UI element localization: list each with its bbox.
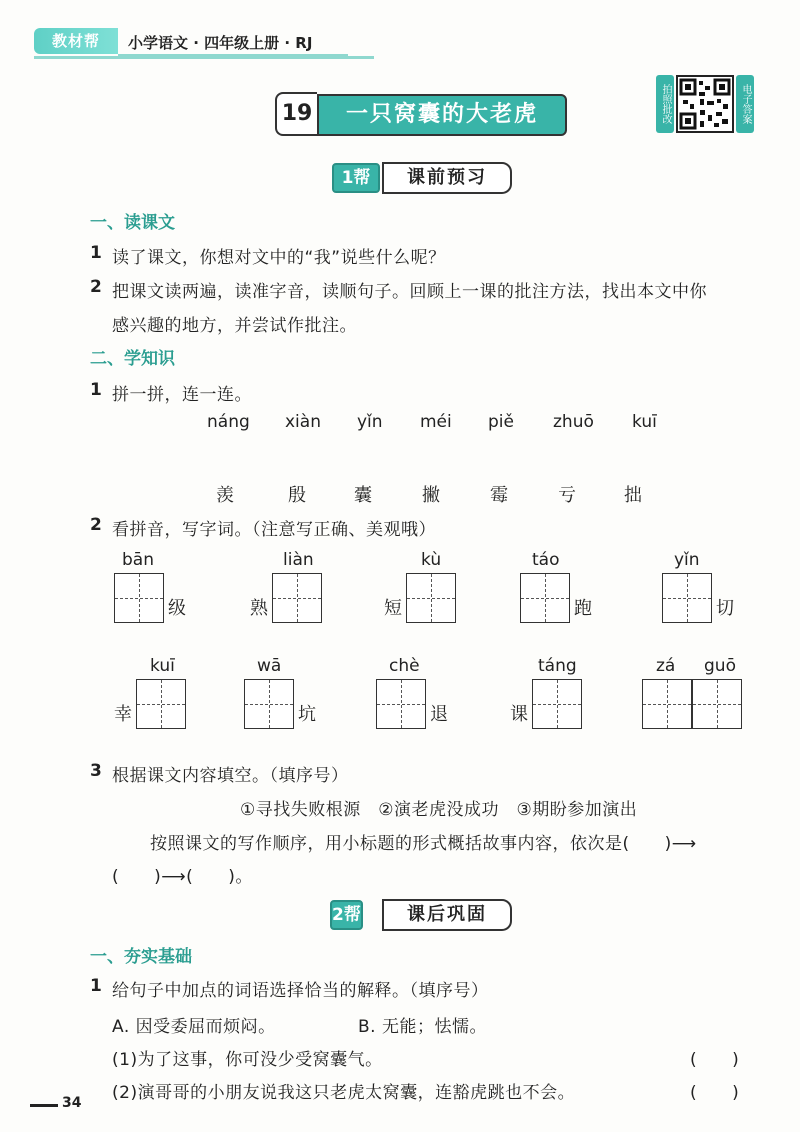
pinyin-item[interactable]: kuī — [632, 412, 657, 432]
pinyin-item[interactable]: méi — [420, 412, 452, 432]
section-learn-heading: 二、学知识 — [90, 349, 175, 369]
q-number: 1 — [90, 976, 102, 996]
grid-context-char: 级 — [168, 598, 186, 619]
writing-grid[interactable] — [376, 679, 426, 729]
pinyin-item[interactable]: xiàn — [285, 412, 321, 432]
q-number: 3 — [90, 761, 102, 781]
writing-grid[interactable] — [520, 573, 570, 623]
writing-grid[interactable] — [114, 573, 164, 623]
option-a: A. 因受委屈而烦闷。 — [112, 1017, 276, 1037]
qr-left-label: 拍照批改 — [656, 75, 674, 133]
section-basics-heading: 一、夯实基础 — [90, 947, 192, 967]
question-text: 根据课文内容填空。（填序号） — [112, 766, 349, 786]
qr-right-label: 电子答案 — [736, 75, 754, 133]
part1-label: 课前预习 — [382, 162, 512, 194]
page-number: 34 — [62, 1095, 82, 1111]
qr-block[interactable] — [656, 74, 751, 134]
grid-context-char: 退 — [430, 704, 448, 725]
sub-question: (1)为了这事，你可没少受窝囊气。 — [112, 1050, 383, 1070]
writing-grid[interactable] — [532, 679, 582, 729]
series-title: 小学语文 · 四年级上册 · RJ — [118, 32, 348, 56]
writing-grid[interactable] — [244, 679, 294, 729]
grid-pinyin: táng — [538, 656, 577, 676]
writing-grid[interactable] — [272, 573, 322, 623]
writing-grid[interactable] — [692, 679, 742, 729]
char-item[interactable]: 羡 — [216, 485, 234, 506]
question-text-cont: 感兴趣的地方，并尝试作批注。 — [112, 316, 357, 336]
section-read-heading: 一、读课文 — [90, 213, 175, 233]
char-item[interactable]: 亏 — [558, 485, 576, 506]
part1-badge: 1帮 — [332, 163, 380, 193]
grid-pinyin: guō — [704, 656, 736, 676]
q-number: 1 — [90, 380, 102, 400]
grid-context-char: 短 — [384, 598, 402, 619]
writing-grid[interactable] — [136, 679, 186, 729]
sub-question: (2)演哥哥的小朋友说我这只老虎太窝囊，连豁虎跳也不会。 — [112, 1083, 576, 1103]
question-text: 读了课文，你想对文中的“我”说些什么呢？ — [112, 248, 446, 268]
qr-code-icon[interactable] — [676, 75, 734, 133]
fill-sentence[interactable]: 按照课文的写作顺序，用小标题的形式概括故事内容，依次是( )⟶ — [150, 834, 697, 854]
writing-grid[interactable] — [662, 573, 712, 623]
writing-grid[interactable] — [406, 573, 456, 623]
char-item[interactable]: 霉 — [490, 485, 508, 506]
part2-label: 课后巩固 — [382, 899, 512, 931]
lesson-number: 19 — [275, 92, 317, 136]
option-b: B. 无能；怯懦。 — [358, 1017, 487, 1037]
brand-tab: 教材帮 — [34, 28, 118, 54]
q-number: 1 — [90, 243, 102, 263]
grid-context-char: 幸 — [114, 704, 132, 725]
question-text: 给句子中加点的词语选择恰当的解释。（填序号） — [112, 981, 489, 1001]
grid-pinyin: yǐn — [674, 550, 700, 570]
q-number: 2 — [90, 277, 102, 297]
writing-grid[interactable] — [642, 679, 692, 729]
question-text: 拼一拼，连一连。 — [112, 385, 252, 405]
page-rule — [30, 1104, 58, 1107]
grid-context-char: 坑 — [298, 704, 316, 725]
pinyin-item[interactable]: yǐn — [357, 412, 383, 432]
part2-badge: 2帮 — [330, 900, 363, 930]
grid-pinyin: chè — [389, 656, 420, 676]
grid-pinyin: wā — [257, 656, 282, 676]
pinyin-item[interactable]: piě — [488, 412, 514, 432]
answer-paren[interactable]: ( ) — [690, 1050, 740, 1070]
char-item[interactable]: 撇 — [422, 485, 440, 506]
grid-context-char: 课 — [510, 704, 528, 725]
char-item[interactable]: 殷 — [288, 485, 306, 506]
question-text: 把课文读两遍，读准字音，读顺句子。回顾上一课的批注方法，找出本文中你 — [112, 282, 707, 302]
q-number: 2 — [90, 515, 102, 535]
grid-pinyin: bān — [122, 550, 154, 570]
grid-pinyin: kuī — [150, 656, 175, 676]
grid-pinyin: zá — [656, 656, 676, 676]
grid-pinyin: kù — [421, 550, 442, 570]
grid-pinyin: liàn — [283, 550, 314, 570]
answer-paren[interactable]: ( ) — [690, 1083, 740, 1103]
char-item[interactable]: 囊 — [354, 485, 372, 506]
question-text: 看拼音，写字词。（注意写正确、美观哦） — [112, 520, 436, 540]
fill-options: ①寻找失败根源 ②演老虎没成功 ③期盼参加演出 — [240, 800, 638, 820]
pinyin-item[interactable]: náng — [207, 412, 250, 432]
grid-context-char: 切 — [716, 598, 734, 619]
grid-context-char: 熟 — [250, 598, 268, 619]
grid-pinyin: táo — [532, 550, 560, 570]
header-rule — [34, 56, 374, 59]
char-item[interactable]: 拙 — [624, 485, 642, 506]
fill-sentence-cont[interactable]: ( )⟶( )。 — [112, 867, 253, 887]
pinyin-item[interactable]: zhuō — [553, 412, 594, 432]
grid-context-char: 跑 — [574, 598, 592, 619]
lesson-title: 一只窝囊的大老虎 — [317, 94, 567, 136]
